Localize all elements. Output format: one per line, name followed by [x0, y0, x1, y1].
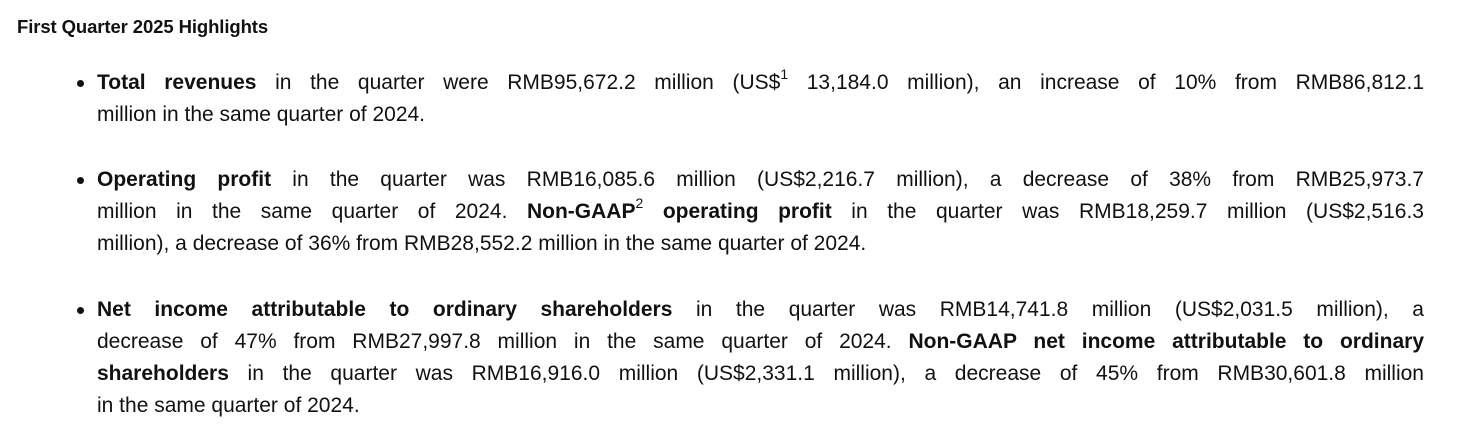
bullet-2-text-a: in the quarter was RMB16,085.6 million (US$2,216.7 million), a decrease of 38% from RMB25,973.7 [271, 168, 1424, 191]
bullet-1-line-2: million in the same quarter of 2024. [97, 103, 426, 126]
page-title: First Quarter 2025 Highlights [17, 16, 269, 37]
bullet-2-text-b: million in the same quarter of 2024. [97, 200, 527, 223]
bullet-1-text-b: 13,184.0 million), an increase of 10% from RMB86,812.1 [788, 71, 1424, 94]
footnote-marker-2: 2 [635, 195, 644, 211]
bullet-3-bold-term-shareholders: shareholders [97, 362, 229, 385]
bullet-2-bold-term: Operating profit [97, 168, 272, 191]
bullet-3-text-a: in the quarter was RMB14,741.8 million (US$2,031.5 million), a [672, 298, 1424, 321]
bullet-3-text-b: decrease of 47% from RMB27,997.8 million in the same quarter of 2024. [97, 330, 909, 353]
bullet-2-line-1 [97, 164, 1424, 196]
list-item-net-income [97, 294, 1424, 422]
bullet-1-text-a: in the quarter were RMB95,672.2 million (US$ [256, 71, 781, 94]
bullet-3-line-1 [97, 294, 1424, 326]
bullet-3-text-c: in the quarter was RMB16,916.0 million (US$2,331.1 million), a decrease of 45% from RMB30,601.8 million [228, 362, 1424, 385]
bullet-2-bold-term-nongaap: Non-GAAP [526, 200, 636, 223]
list-item-operating-profit [97, 164, 1424, 260]
bullet-2-line-3: million), a decrease of 36% from RMB28,552.2 million in the same quarter of 2024. [97, 232, 867, 255]
bullet-3-line-4: in the same quarter of 2024. [97, 394, 360, 417]
bullet-2-line-2 [97, 196, 1424, 228]
bullet-1-line-1 [97, 67, 1424, 99]
bullet-3-bold-term-nongaap: Non-GAAP net income attributable to ordinary [908, 330, 1424, 353]
bullet-3-line-3 [97, 358, 1424, 390]
bullet-2-bold-term-op: operating profit [643, 200, 832, 223]
bullet-1-bold-term: Total revenues [97, 71, 257, 94]
bullet-2-text-c: in the quarter was RMB18,259.7 million (US$2,516.3 [831, 200, 1424, 223]
footnote-marker-1: 1 [780, 66, 789, 82]
bullet-3-bold-term: Net income attributable to ordinary shareholders [97, 298, 673, 321]
list-item-total-revenues [97, 67, 1424, 131]
bullet-3-line-2 [97, 326, 1424, 358]
